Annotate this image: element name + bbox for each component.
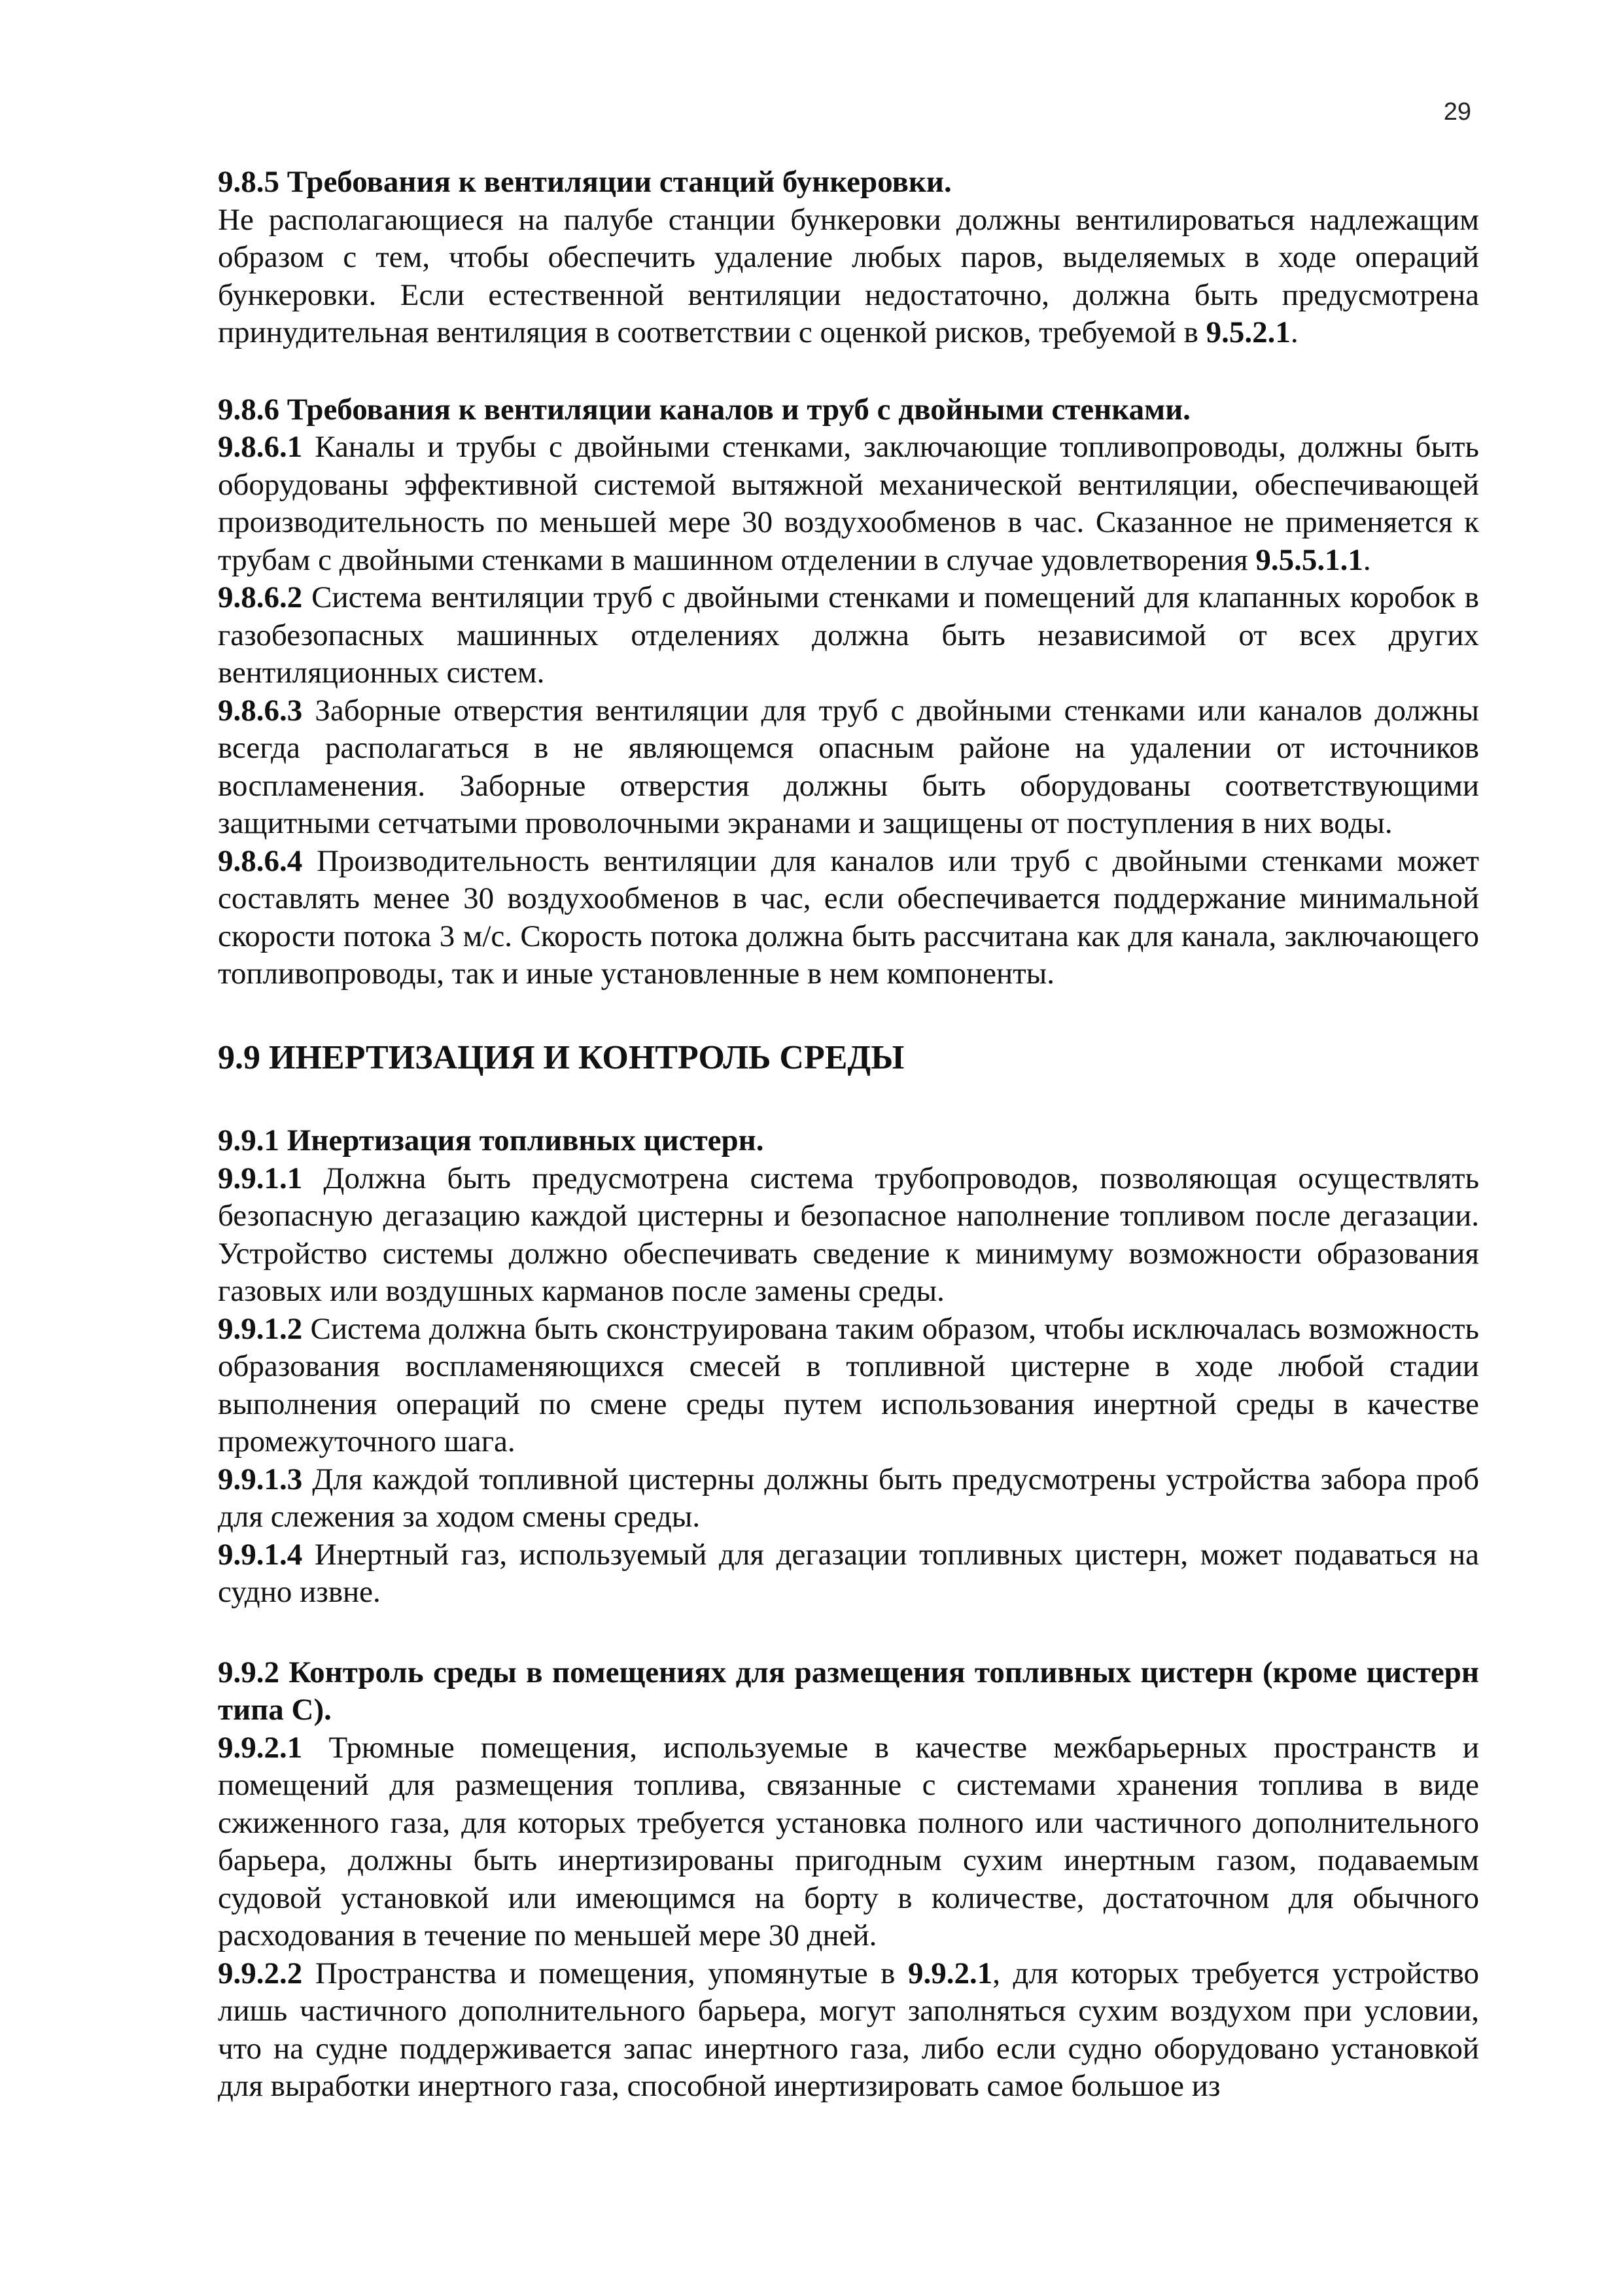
paragraph-text: Система должна быть сконструирована таким образом, чтобы исключалась возможность образования воспламеняющихся смесей в топливной цистерне в ходе любой стадии выполнения операций по смене среды путем использования инертной среды в качестве промежуточного шага. [218,1311,1479,1458]
paragraph-text: Для каждой топливной цистерны должны быть предусмотрены устройства забора проб для слежения за ходом смены среды. [218,1462,1479,1534]
paragraph-text: Инертный газ, используемый для дегазации топливных цистерн, может подаваться на судно извне. [218,1537,1479,1609]
document-body [218,164,1479,2106]
paragraph-text: , для которых требуется устройство лишь частичного дополнительного барьера, могут заполняться сухим воздухом при условии, что на судне поддерживается запас инертного газа, либо если судно оборудовано установкой для выработки инертного газа, способной инертизировать самое большое из [218,1956,1479,2103]
paragraph-9-9-2-1 [218,1729,1479,1955]
clause-number: 9.9.1.3 [218,1462,303,1496]
spacer [218,352,1479,391]
paragraph-text: Каналы и трубы с двойными стенками, заключающие топливопроводы, должны быть оборудованы эффективной системой вытяжной механической вентиляции, обеспечивающей производительность по меньшей мере 30 воздухообменов в час. Сказанное не применяется к трубам с двойными стенками в машинном отделении в случае удовлетворения [218,430,1479,577]
clause-number: 9.8.6.4 [218,843,303,878]
paragraph-text: Трюмные помещения, используемые в качестве межбарьерных пространств и помещений для размещения топлива, связанные с системами хранения топлива в виде сжиженного газа, для которых требуется установка полного или частичного дополнительного барьера, должны быть инертизированы пригодным сухим инертным газом, подаваемым судовой установкой или имеющимся на борту в количестве, достаточном для обычного расходования в течение по меньшей мере 30 дней. [218,1730,1479,1952]
paragraph-9-8-5 [218,202,1479,352]
cross-reference: 9.9.2.1 [907,1956,993,1990]
paragraph-9-9-1-2 [218,1311,1479,1461]
clause-number: 9.9.1.1 [218,1161,303,1195]
spacer [218,1612,1479,1654]
paragraph-9-8-6-3 [218,692,1479,843]
paragraph-text: Заборные отверстия вентиляции для труб с двойными стенками или каналов должны всегда располагаться в не являющемся опасным районе на удалении от источников воспламенения. Заборные отверстия должны быть оборудованы соответствующими защитными сетчатыми проволочными экранами и защищены от поступления в них воды. [218,693,1479,840]
spacer [218,1076,1479,1122]
clause-number: 9.9.2.2 [218,1956,303,1990]
paragraph-9-8-6-4 [218,843,1479,993]
clause-number: 9.9.1.2 [218,1311,303,1346]
spacer [218,993,1479,1039]
clause-number: 9.8.6.2 [218,580,303,614]
clause-number: 9.9.1.4 [218,1537,303,1572]
paragraph-9-9-2-2 [218,1955,1479,2106]
cross-reference: 9.5.5.1.1 [1255,542,1363,577]
clause-number: 9.9.2.1 [218,1730,303,1765]
paragraph-text: Система вентиляции труб с двойными стенками и помещений для клапанных коробок в газобезопасных машинных отделениях должна быть независимой от всех других вентиляционных систем. [218,580,1479,690]
paragraph-text: Должна быть предусмотрена система трубопроводов, позволяющая осуществлять безопасную дегазацию каждой цистерны и безопасное наполнение топливом после дегазации. Устройство системы должно обеспечивать сведение к минимуму возможности образования газовых или воздушных карманов после замены среды. [218,1161,1479,1308]
paragraph-text: Производительность вентиляции для каналов или труб с двойными стенками может составлять менее 30 воздухообменов в час, если обеспечивается поддержание минимальной скорости потока 3 м/с. Скорость потока должна быть рассчитана как для канала, заключающего топливопроводы, так и иные установленные в нем компоненты. [218,843,1479,991]
clause-number: 9.8.6.3 [218,693,303,728]
section-heading-9-9-2: 9.9.2 Контроль среды в помещениях для размещения топливных цистерн (кроме цистерн типа С). [218,1655,1479,1727]
clause-number: 9.8.6.1 [218,430,303,464]
paragraph-9-9-1-3 [218,1461,1479,1536]
section-title-9-9: 9.9 ИНЕРТИЗАЦИЯ И КОНТРОЛЬ СРЕДЫ [218,1038,905,1076]
cross-reference: 9.5.2.1 [1206,315,1291,349]
paragraph-text: Пространства и помещения, упомянутые в [302,1956,908,1990]
paragraph-text: . [1290,315,1299,349]
page-number: 29 [1443,98,1471,126]
section-heading-9-8-5: 9.8.5 Требования к вентиляции станций бункеровки. [218,165,952,199]
section-heading-9-8-6: 9.8.6 Требования к вентиляции каналов и труб с двойными стенками. [218,392,1191,427]
paragraph-text: . [1363,542,1371,577]
paragraph-9-8-6-1 [218,429,1479,579]
paragraph-text: Не располагающиеся на палубе станции бункеровки должны вентилироваться надлежащим образом с тем, чтобы обеспечить удаление любых паров, выделяемых в ходе операций бункеровки. Если естественной вентиляции недостаточно, должна быть предусмотрена принудительная вентиляция в соответствии с оценкой рисков, требуемой в [218,202,1479,349]
section-heading-9-9-1: 9.9.1 Инертизация топливных цистерн. [218,1123,764,1157]
paragraph-9-9-1-4 [218,1536,1479,1612]
paragraph-9-9-1-1 [218,1160,1479,1311]
paragraph-9-8-6-2 [218,579,1479,692]
